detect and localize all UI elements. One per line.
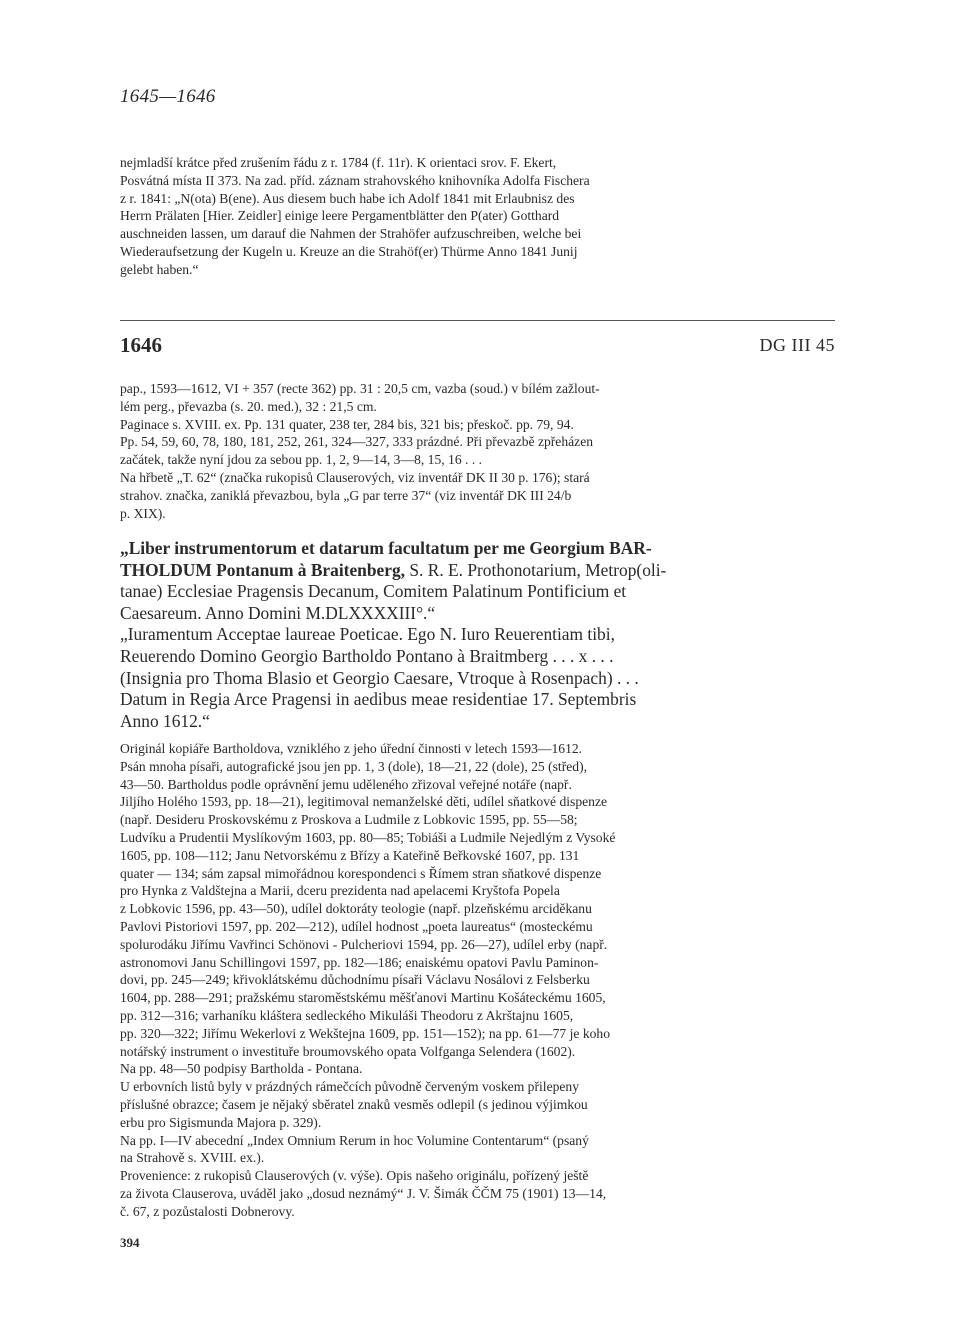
text-line: Na pp. 48—50 podpisy Bartholda - Pontana. — [120, 1061, 363, 1077]
title-line: „Iuramentum Acceptae laureae Poeticae. Ego N. Iuro Reuerentiam tibi, — [120, 624, 615, 645]
text-line: 1604, pp. 288—291; pražskému staroměstskému měšťanovi Martinu Košáteckému 1605, — [120, 990, 606, 1006]
text-line: astronomovi Janu Schillingovi 1597, pp. 182—186; enaiskému opatovi Pavlu Paminon- — [120, 954, 599, 970]
text-line: strahov. značka, zaniklá převazbou, byla „G par terre 37“ (viz inventář DK III 24/b — [120, 487, 572, 503]
manuscript-title — [120, 538, 835, 732]
text-line: notářský instrument o investituře broumovského opata Volfganga Selendera (1602). — [120, 1043, 576, 1059]
text-line: Ludvíku a Prudentii Myslíkovým 1603, pp. 80—85; Tobiáši a Ludmile Nejedlým z Vysoké — [120, 829, 616, 845]
text-line: spolurodáku Jiřímu Vavřinci Schönovi - Pulcheriovi 1594, pp. 26—27), udílel erby (např. — [120, 936, 608, 952]
title-line: Datum in Regia Arce Pragensi in aedibus meae residentiae 17. Septembris — [120, 689, 637, 710]
notes-section — [120, 740, 835, 1221]
text-line: z r. 1841: „N(ota) B(ene). Aus diesem buch habe ich Adolf 1841 mit Erlaubnisz des — [120, 190, 575, 206]
title-rest-part: S. R. E. Prothonotarium, Metrop(oli- — [405, 559, 667, 580]
text-line: na Strahově s. XVIII. ex.). — [120, 1150, 265, 1166]
text-line: pp. 320—322; Jiřímu Wekerlovi z Wekštejna 1609, pp. 151—152); na pp. 61—77 je koho — [120, 1025, 611, 1041]
text-line: Jiljího Holého 1593, pp. 18—21), legitimoval nemanželské děti, udílel sňatkové dispenze — [120, 794, 608, 810]
section-divider — [120, 320, 835, 321]
title-line: Reuerendo Domino Georgio Bartholdo Pontano à Braitmberg . . . x . . . — [120, 645, 614, 666]
running-head: 1645—1646 — [120, 86, 216, 107]
text-line: p. XIX). — [120, 505, 166, 521]
text-line: Originál kopiáře Bartholdova, vzniklého z jeho úřední činnosti v letech 1593—1612. — [120, 741, 583, 756]
text-line: za života Clauserova, uváděl jako „dosud neznámý“ J. V. Šimák ČČM 75 (1901) 13—14, — [120, 1185, 607, 1201]
entry-number: 1646 — [120, 333, 162, 357]
page-number: 394 — [120, 1235, 140, 1250]
text-line: začátek, takže nyní jdou za sebou pp. 1, 2, 9—14, 3—8, 15, 16 . . . — [120, 452, 483, 468]
text-line: Na hřbetě „T. 62“ (značka rukopisů Clauserových, viz inventář DK II 30 p. 176); stará — [120, 469, 590, 485]
title-line: (Insignia pro Thoma Blasio et Georgio Caesare, Vtroque à Rosenpach) . . . — [120, 667, 639, 688]
text-line: Paginace s. XVIII. ex. Pp. 131 quater, 238 ter, 284 bis, 321 bis; přeskoč. pp. 79, 94. — [120, 416, 574, 432]
continuation-paragraph — [120, 154, 835, 279]
text-line: Herrn Prälaten [Hier. Zeidler] einige leere Pergamentblätter den P(ater) Gotthard — [120, 208, 560, 224]
text-line: 43—50. Bartholdus podle oprávnění jemu uděleného zřizoval veřejné notáře (např. — [120, 776, 572, 792]
title-bold-part: THOLDUM Pontanum à Braitenberg, — [120, 559, 406, 580]
text-line: Provenience: z rukopisů Clauserových (v. výše). Opis našeho originálu, pořízený ještě — [120, 1168, 589, 1184]
text-line: pro Hynka z Valdštejna a Marii, dceru prezidenta nad apelacemi Kryštofa Popela — [120, 883, 560, 899]
shelf-signature: DG III 45 — [759, 335, 835, 355]
title-line — [120, 560, 835, 582]
text-line: Posvátná místa II 373. Na zad. příd. záznam strahovského knihovníka Adolfa Fischera — [120, 172, 590, 188]
text-line: gelebt haben.“ — [120, 261, 199, 277]
text-line: Pp. 54, 59, 60, 78, 180, 181, 252, 261, 324—327, 333 prázdné. Při převazbě zpřeházen — [120, 434, 594, 450]
text-line: pp. 312—316; varhaníku kláštera sedleckého Mikuláši Theodoru z Akrštajnu 1605, — [120, 1007, 574, 1023]
text-line: Psán mnoha písaři, autografické jsou jen pp. 1, 3 (dole), 18—21, 22 (dole), 25 (střed), — [120, 758, 587, 774]
text-line: lém perg., převazba (s. 20. med.), 32 : 21,5 cm. — [120, 398, 377, 414]
text-line: U erbovních listů byly v prázdných rámečcích původně červeným voskem přilepeny — [120, 1079, 580, 1095]
title-line: „Liber instrumentorum et datarum facultatum per me Georgium BAR- — [120, 538, 652, 558]
text-line: dovi, pp. 245—249; křivoklátskému důchodnímu písaři Václavu Nosálovi z Felsberku — [120, 972, 590, 988]
physical-description — [120, 380, 835, 522]
text-line: pap., 1593—1612, VI + 357 (recte 362) pp. 31 : 20,5 cm, vazba (soud.) v bílém zažlout- — [120, 381, 600, 396]
text-line: 1605, pp. 108—112; Janu Netvorskému z Břízy a Kateřině Beřkovské 1607, pp. 131 — [120, 847, 580, 863]
text-line: auschneiden lassen, um darauf die Nahmen der Strahöfer aufzuschreiben, welche bei — [120, 226, 582, 242]
text-line: č. 67, z pozůstalosti Dobnerovy. — [120, 1203, 295, 1219]
text-line: Na pp. I—IV abecední „Index Omnium Rerum in hoc Volumine Contentarum“ (psaný — [120, 1132, 589, 1148]
text-line: příslušné obrazce; časem je nějaký sběratel znaků vesměs odlepil (s jedinou výjimkou — [120, 1096, 588, 1112]
title-line: Caesareum. Anno Domini M.DLXXXXIII°.“ — [120, 602, 436, 623]
text-line: (např. Desideru Proskovskému z Proskova a Ludmile z Lobkovic 1595, pp. 55—58; — [120, 812, 578, 828]
text-line: quater — 134; sám zapsal mimořádnou korespondenci s Římem stran sňatkové dispenze — [120, 865, 602, 881]
title-line: tanae) Ecclesiae Pragensis Decanum, Comitem Palatinum Pontificium et — [120, 581, 627, 602]
text-line: z Lobkovic 1596, pp. 43—50), udílel doktoráty teologie (např. plzeňskému arciděkanu — [120, 901, 592, 917]
text-line: nejmladší krátce před zrušením řádu z r. 1784 (f. 11r). K orientaci srov. F. Ekert, — [120, 155, 557, 170]
title-line: Anno 1612.“ — [120, 710, 210, 731]
text-line: erbu pro Sigismunda Majora p. 329). — [120, 1114, 322, 1130]
text-line: Pavlovi Pistoriovi 1597, pp. 202—212), udílel hodnost „poeta laureatus“ (mosteckému — [120, 918, 593, 934]
text-line: Wiederaufsetzung der Kugeln u. Kreuze an die Strahöf(er) Thürme Anno 1841 Junij — [120, 243, 578, 259]
